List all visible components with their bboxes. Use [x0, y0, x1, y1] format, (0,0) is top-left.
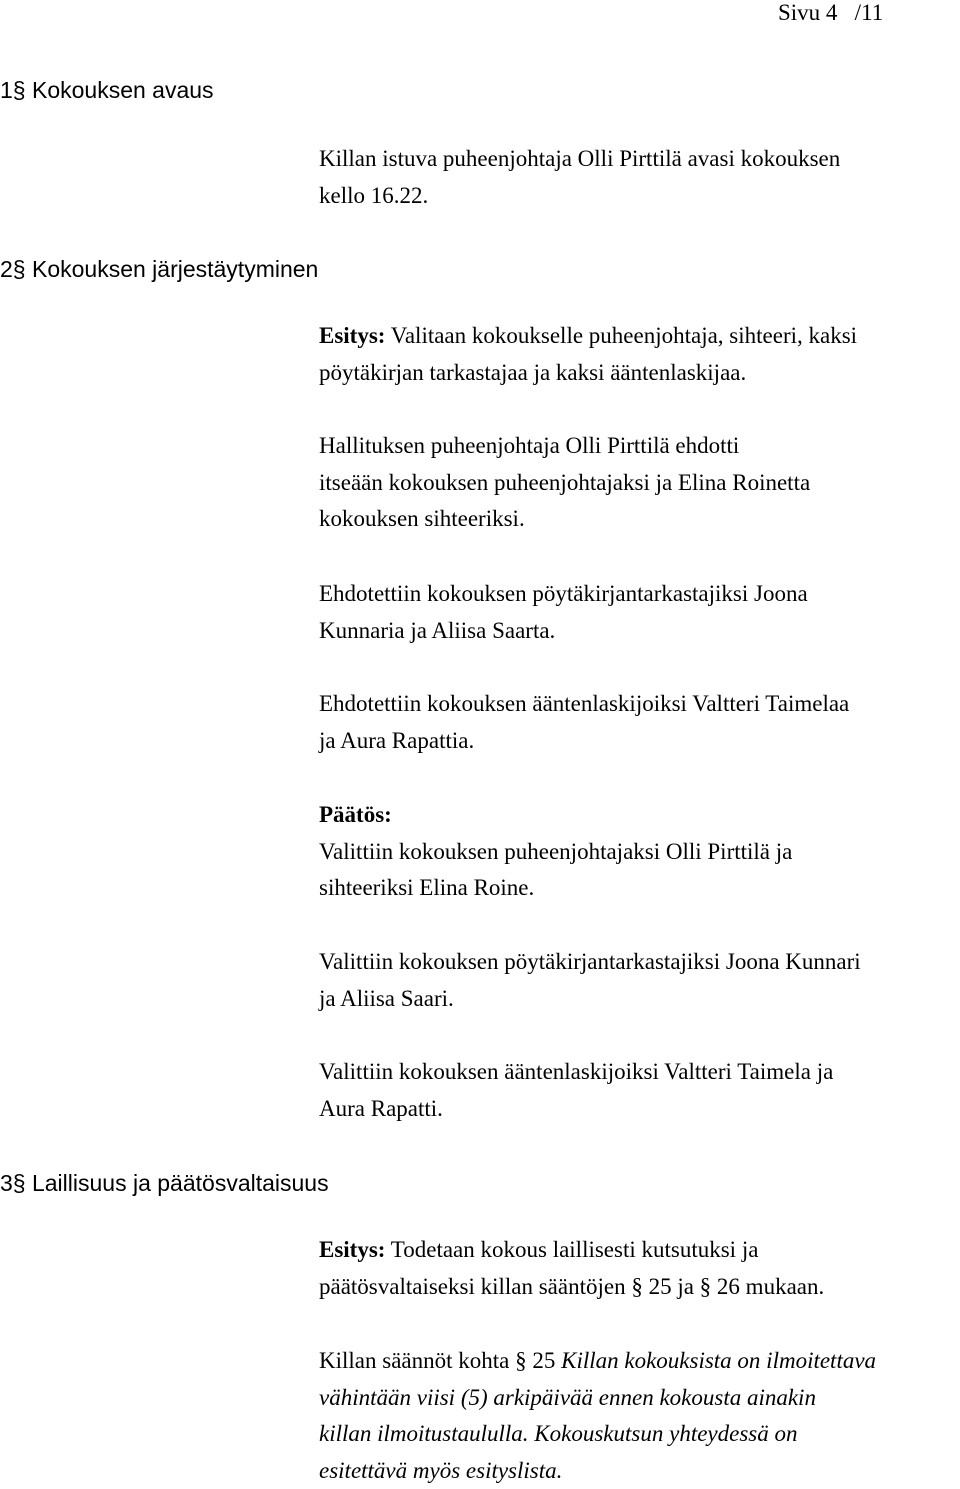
paragraph-line: ja Aura Rapattia. [319, 723, 959, 760]
paragraph-line: Ehdotettiin kokouksen ääntenlaskijoiksi Valtteri Taimelaa [319, 686, 959, 723]
proposal-label: Esitys: [319, 1237, 385, 1262]
decision-line: sihteeriksi Elina Roine. [319, 870, 959, 907]
examiners-decision-paragraph [319, 944, 959, 1017]
rule-prefix: Killan säännöt kohta § 25 [319, 1348, 561, 1373]
rule-quote-line: vähintään viisi (5) arkipäivää ennen kokousta ainakin [319, 1380, 959, 1417]
rule-quote: Killan kokouksista on ilmoitettava [561, 1348, 876, 1373]
decision-line: Valittiin kokouksen puheenjohtajaksi Olli Pirttilä ja [319, 834, 959, 871]
section-3-proposal [319, 1232, 959, 1305]
paragraph-line: itseään kokouksen puheenjohtajaksi ja Elina Roinetta [319, 465, 959, 502]
section-1-line: Killan istuva puheenjohtaja Olli Pirttilä avasi kokouksen [319, 141, 959, 178]
section-1-text [319, 141, 959, 214]
rule-reference-paragraph [319, 1343, 959, 1489]
rule-quote-line: esitettävä myös esityslista. [319, 1453, 959, 1489]
paragraph-line: kokouksen sihteeriksi. [319, 501, 959, 538]
proposal-line: pöytäkirjan tarkastajaa ja kaksi ääntenlaskijaa. [319, 355, 959, 392]
paragraph-line: Valittiin kokouksen pöytäkirjantarkastajiksi Joona Kunnari [319, 944, 959, 981]
proposal-text: Valitaan kokoukselle puheenjohtaja, sihteeri, kaksi [385, 323, 857, 348]
paragraph-line: Kunnaria ja Aliisa Saarta. [319, 613, 959, 650]
paragraph-line: Aura Rapatti. [319, 1091, 959, 1128]
examiners-suggestion-paragraph [319, 576, 959, 649]
section-2-proposal [319, 318, 959, 391]
proposal-text: Todetaan kokous laillisesti kutsutuksi ja [385, 1237, 758, 1262]
section-2-decision [319, 797, 959, 907]
proposal-line: päätösvaltaiseksi killan sääntöjen § 25 ja § 26 mukaan. [319, 1269, 959, 1306]
rule-line [319, 1343, 959, 1380]
page-number: Sivu 4 /11 [778, 0, 883, 25]
proposal-label: Esitys: [319, 323, 385, 348]
section-3-heading: 3§ Laillisuus ja päätösvaltaisuus [0, 1170, 329, 1196]
paragraph-line: Hallituksen puheenjohtaja Olli Pirttilä ehdotti [319, 428, 959, 465]
proposal-line [319, 318, 959, 355]
chair-suggestion-paragraph [319, 428, 959, 538]
section-1-line: kello 16.22. [319, 178, 959, 215]
paragraph-line: Valittiin kokouksen ääntenlaskijoiksi Valtteri Taimela ja [319, 1054, 959, 1091]
paragraph-line: Ehdotettiin kokouksen pöytäkirjantarkastajiksi Joona [319, 576, 959, 613]
rule-quote-line: killan ilmoitustaululla. Kokouskutsun yhteydessä on [319, 1416, 959, 1453]
tellers-suggestion-paragraph [319, 686, 959, 759]
paragraph-line: ja Aliisa Saari. [319, 981, 959, 1018]
section-2-heading: 2§ Kokouksen järjestäytyminen [0, 256, 318, 282]
tellers-decision-paragraph [319, 1054, 959, 1127]
section-1-heading: 1§ Kokouksen avaus [0, 77, 214, 103]
proposal-line [319, 1232, 959, 1269]
decision-label: Päätös: [319, 797, 959, 834]
